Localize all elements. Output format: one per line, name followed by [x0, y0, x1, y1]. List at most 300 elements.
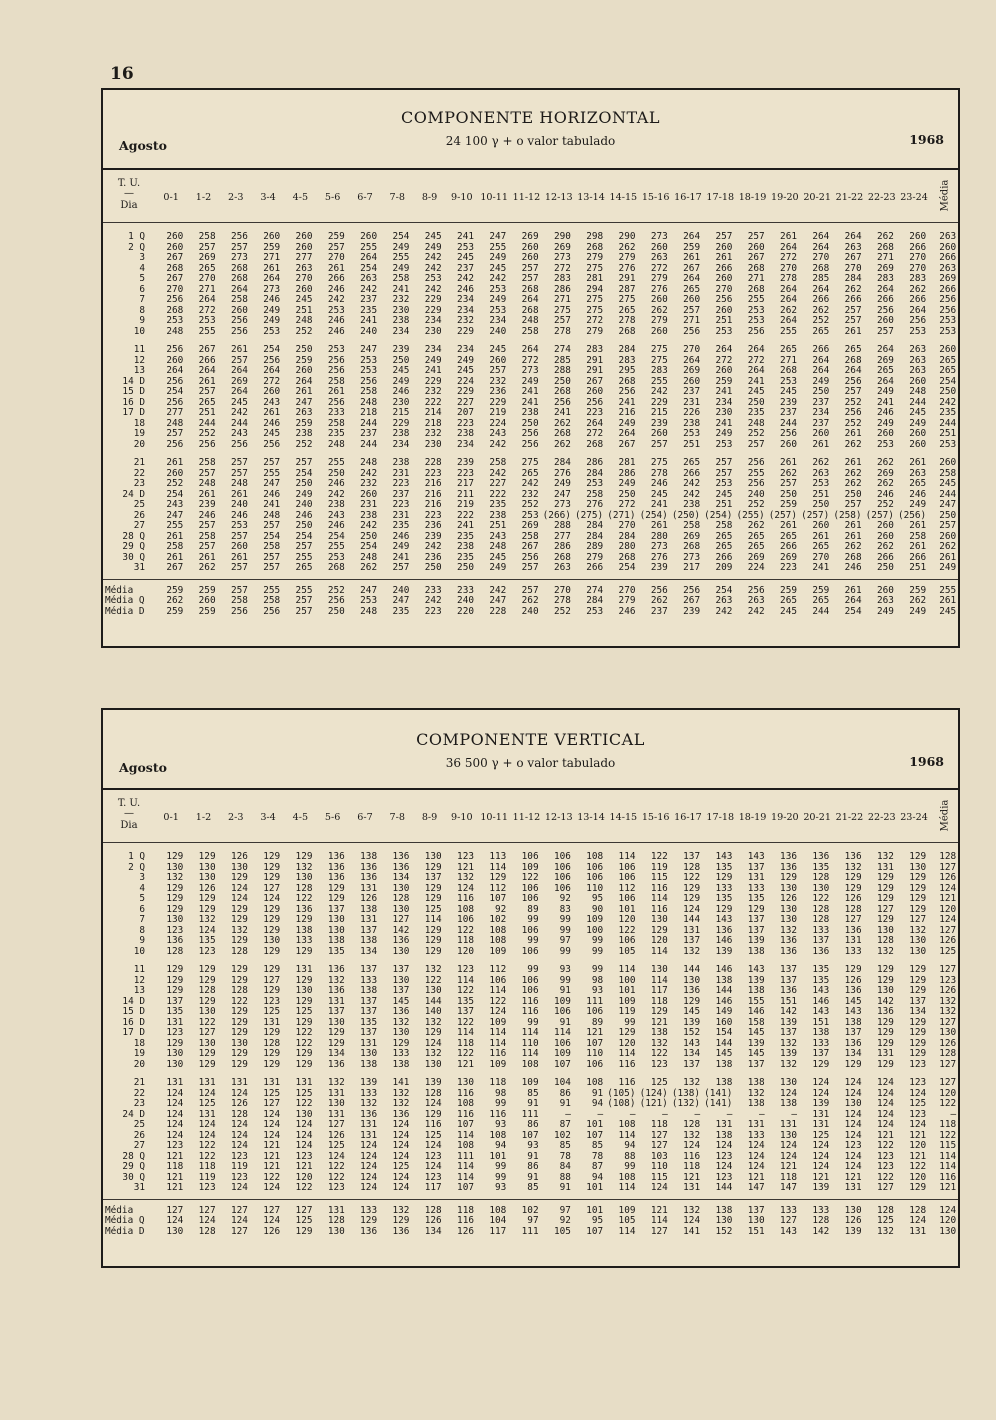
table-cell: 261 [327, 262, 345, 274]
table-cell: 234 [489, 315, 507, 326]
table-cell: 129 [909, 882, 927, 894]
table-cell: 124 [392, 1150, 410, 1162]
table-cell: 88 [559, 1171, 571, 1183]
summary-cell: 139 [844, 1225, 862, 1237]
table-cell: 269 [683, 530, 701, 542]
hour-column-header: 12-13 [544, 192, 573, 203]
table-cell: 127 [909, 914, 927, 925]
table-cell: 265 [780, 344, 797, 355]
table-cell: 130 [780, 914, 797, 925]
table-cell: 249 [909, 417, 927, 429]
table-cell: 109 [521, 861, 539, 873]
table-cell: 136 [683, 985, 701, 996]
table-cell: 99 [559, 914, 571, 925]
summary-cell: 240 [521, 605, 539, 617]
table-cell: 237 [683, 386, 701, 397]
table-cell: 124 [812, 1077, 830, 1088]
table-cell: 129 [876, 872, 894, 883]
table-cell: 265 [909, 478, 927, 489]
table-cell: 124 [876, 1077, 894, 1088]
table-cell: 91 [527, 1150, 539, 1162]
table-cell: 114 [618, 1048, 636, 1059]
summary-label: Média Q [105, 595, 145, 606]
table-cell: 244 [909, 396, 927, 408]
table-cell: 259 [295, 417, 313, 429]
table-cell: 262 [780, 304, 797, 316]
table-cell: 234 [457, 304, 474, 316]
table-cell: 260 [939, 241, 957, 253]
table-cell: 257 [230, 562, 248, 573]
table-cell: 131 [198, 1108, 216, 1120]
summary-cell: 130 [715, 1215, 733, 1226]
table-cell: 288 [553, 520, 571, 531]
table-cell: 118 [780, 1171, 797, 1183]
table-cell: 91 [559, 1098, 571, 1109]
table-title: COMPONENTE VERTICAL [416, 730, 645, 749]
table-cell: 260 [909, 428, 927, 439]
summary-cell: 128 [909, 1204, 927, 1216]
table-cell: 129 [650, 1006, 668, 1017]
table-cell: 216 [424, 488, 442, 500]
table-cell: 259 [327, 231, 345, 242]
table-cell: 139 [747, 935, 765, 946]
table-cell: 268 [844, 354, 862, 366]
table-cell: 218 [424, 417, 442, 429]
table-cell: 241 [457, 520, 474, 531]
table-cell: 262 [876, 478, 894, 489]
table-cell: 259 [715, 375, 733, 387]
table-cell: 235 [939, 407, 957, 418]
hour-column-header: 18-19 [738, 192, 767, 203]
table-cell: 268 [683, 541, 701, 552]
table-cell: 130 [650, 914, 668, 925]
table-cell: 124 [230, 1119, 248, 1130]
table-cell: 131 [683, 924, 701, 936]
table-cell: 242 [360, 467, 378, 479]
table-cell: 129 [295, 1048, 313, 1059]
media-column-header: Média [939, 799, 951, 832]
summary-cell: 114 [618, 1225, 636, 1237]
summary-cell: 260 [198, 595, 216, 606]
table-cell: 132 [392, 1016, 410, 1028]
table-cell: 135 [715, 861, 733, 873]
table-cell: 242 [489, 438, 507, 450]
table-cell: 131 [327, 1087, 345, 1099]
hour-column-header: 17-18 [706, 812, 735, 823]
table-cell: 108 [489, 935, 507, 946]
table-cell: 85 [527, 1182, 539, 1193]
table-cell: 106 [553, 1006, 571, 1017]
table-cell: 247 [295, 396, 313, 408]
table-cell: 241 [876, 396, 894, 408]
table-cell: 132 [424, 964, 442, 975]
table-cell: 245 [489, 262, 507, 274]
table-cell: 268 [747, 283, 765, 295]
summary-cell: 121 [650, 1204, 668, 1216]
summary-cell: 262 [166, 595, 184, 606]
table-cell: 283 [909, 273, 927, 284]
table-cell: 138 [747, 985, 765, 996]
table-cell: 234 [812, 407, 830, 418]
table-cell: 124 [683, 1140, 701, 1151]
day-label: 17 D [122, 407, 145, 418]
hour-column-header: 12-13 [544, 812, 573, 823]
summary-cell: 259 [166, 605, 184, 617]
summary-cell: 101 [586, 1204, 604, 1216]
day-label: 21 [133, 1077, 145, 1088]
table-cell: 129 [166, 851, 184, 862]
table-cell: 122 [457, 1016, 474, 1028]
table-cell: 241 [424, 365, 442, 376]
table-cell: 245 [457, 252, 474, 263]
table-cell: 129 [909, 964, 927, 975]
table-cell: 129 [198, 974, 216, 986]
table-cell: 131 [715, 1119, 733, 1130]
table-cell: 132 [876, 851, 894, 862]
table-cell: 275 [618, 294, 636, 305]
table-cell: 124 [392, 1140, 410, 1151]
table-cell: 129 [844, 1058, 862, 1070]
table-cell: 122 [327, 1171, 345, 1183]
table-cell: 257 [553, 315, 571, 326]
summary-cell: 262 [521, 595, 539, 606]
table-cell: 139 [747, 974, 765, 986]
table-cell: 284 [553, 457, 571, 468]
table-cell: 253 [457, 241, 474, 253]
table-cell: 258 [327, 375, 345, 387]
table-cell: 253 [327, 344, 345, 355]
table-cell: 137 [683, 935, 701, 946]
day-label: 22 [133, 467, 145, 479]
table-cell: 130 [263, 935, 281, 946]
table-cell: 256 [909, 315, 927, 326]
table-cell: 268 [553, 551, 571, 563]
table-cell: 112 [489, 882, 507, 894]
table-cell: 227 [457, 396, 474, 408]
table-cell: 258 [198, 457, 216, 468]
summary-cell: 114 [650, 1215, 668, 1226]
table-cell: 112 [618, 882, 636, 894]
table-cell: 136 [392, 935, 410, 946]
table-cell: 114 [489, 1027, 507, 1038]
hour-column-header: 0-1 [163, 192, 179, 203]
table-month: Agosto [119, 760, 167, 775]
table-cell: 132 [780, 1037, 797, 1049]
summary-cell: 265 [812, 595, 830, 606]
table-cell: 132 [295, 861, 313, 873]
table-cell: 273 [230, 252, 248, 263]
table-cell: 129 [909, 1016, 927, 1028]
table-cell: 262 [780, 467, 797, 479]
table-cell: 158 [747, 1016, 765, 1028]
table-cell: 263 [909, 354, 927, 366]
table-cell: 124 [715, 1140, 733, 1151]
summary-cell: 261 [844, 584, 862, 596]
table-cell: 132 [392, 1087, 410, 1099]
table-cell: 278 [553, 325, 571, 337]
table-cell: 262 [844, 283, 862, 295]
table-cell: 241 [392, 551, 410, 563]
table-cell: 106 [521, 893, 539, 904]
table-cell: 260 [876, 520, 894, 531]
table-cell: 286 [586, 457, 604, 468]
table-cell: 129 [198, 964, 216, 975]
table-cell: 265 [747, 530, 765, 542]
table-cell: 256 [230, 325, 248, 337]
table-cell: 107 [489, 893, 507, 904]
table-cell: 126 [230, 1098, 248, 1109]
table-cell: 114 [650, 945, 668, 957]
table-cell: 272 [198, 304, 216, 316]
hour-column-header: 10-11 [480, 812, 508, 823]
table-cell: 277 [553, 530, 571, 542]
day-label: 17 D [122, 1027, 145, 1038]
table-cell: 285 [553, 354, 571, 366]
table-cell: 223 [424, 467, 442, 479]
table-cell: 267 [844, 252, 862, 263]
table-cell: 256 [166, 375, 184, 387]
table-cell: 110 [586, 1048, 604, 1059]
table-cell: 264 [812, 365, 830, 376]
summary-cell: 263 [876, 595, 894, 606]
day-label: 27 [133, 1140, 145, 1151]
summary-cell: 133 [360, 1204, 378, 1216]
table-cell: 144 [715, 1037, 733, 1049]
table-cell: 264 [618, 428, 636, 439]
table-cell: 247 [489, 231, 507, 242]
hour-column-header: 19-20 [771, 812, 799, 823]
table-cell: 128 [812, 903, 830, 915]
table-cell: 129 [876, 893, 894, 904]
table-cell: 136 [327, 1058, 345, 1070]
table-cell: 101 [586, 1119, 604, 1130]
day-label: 10 [133, 325, 145, 337]
table-cell: 136 [780, 985, 797, 996]
table-cell: 256 [844, 375, 862, 387]
table-cell: 262 [553, 438, 571, 450]
table-cell: 249 [457, 354, 474, 366]
table-cell: 99 [527, 1016, 539, 1028]
table-cell: 260 [747, 241, 765, 253]
table-cell: 264 [521, 294, 539, 305]
table-cell: 273 [553, 499, 571, 510]
hour-column-header: 10-11 [480, 192, 508, 203]
table-cell: 146 [715, 995, 733, 1007]
table-cell: 136 [392, 861, 410, 873]
table-cell: 116 [521, 995, 539, 1007]
table-cell: 91 [527, 1098, 539, 1109]
table-cell: 263 [939, 231, 957, 242]
day-label: 21 [133, 457, 145, 468]
table-cell: 246 [327, 325, 345, 337]
table-cell: 132 [392, 1098, 410, 1109]
table-cell: 137 [360, 1027, 378, 1038]
table-cell: 271 [553, 294, 571, 305]
table-cell: 124 [198, 1129, 216, 1141]
table-cell: 242 [939, 396, 957, 408]
table-cell: 135 [812, 974, 830, 986]
table-cell: 257 [263, 551, 281, 563]
table-cell: 123 [715, 1150, 733, 1162]
table-cell: 257 [295, 457, 313, 468]
table-cell: 246 [392, 386, 410, 397]
table-cell: 127 [939, 861, 957, 873]
table-cell: 257 [295, 541, 313, 552]
table-cell: (257) [768, 509, 797, 521]
table-cell: 87 [559, 1119, 571, 1130]
table-cell: 130 [424, 851, 442, 862]
summary-cell: 107 [586, 1225, 604, 1237]
table-cell: 270 [618, 520, 636, 531]
table-cell: 131 [360, 1037, 378, 1049]
table-cell: 130 [392, 945, 410, 957]
day-label: 20 [133, 1058, 145, 1070]
table-cell: 99 [624, 1161, 636, 1172]
table-cell: 131 [812, 1119, 830, 1130]
table-cell: 261 [650, 520, 668, 531]
table-cell: 262 [553, 417, 571, 429]
table-cell: 266 [198, 354, 216, 366]
hour-column-header: 8-9 [421, 812, 438, 823]
day-label: 26 [133, 509, 145, 521]
summary-cell: 223 [424, 605, 442, 617]
table-cell: 268 [521, 283, 539, 295]
table-cell: (108) [607, 1098, 636, 1109]
table-cell: 258 [586, 488, 604, 500]
table-cell: 131 [263, 1016, 281, 1028]
table-cell: 124 [747, 1150, 765, 1162]
table-cell: 272 [715, 354, 733, 366]
table-cell: 126 [939, 872, 957, 883]
table-cell: 132 [939, 995, 957, 1007]
table-cell: 135 [715, 893, 733, 904]
table-cell: 261 [166, 457, 184, 468]
table-cell: 257 [844, 315, 862, 326]
table-cell: 135 [166, 1006, 184, 1017]
table-cell: 247 [553, 488, 571, 500]
table-cell: 99 [527, 935, 539, 946]
summary-label: Média D [105, 605, 145, 617]
summary-cell: 228 [489, 605, 507, 617]
table-cell: 239 [650, 562, 668, 573]
table-cell: 243 [166, 499, 184, 510]
table-cell: 130 [939, 1027, 957, 1038]
table-cell: 92 [559, 893, 571, 904]
table-cell: 260 [650, 428, 668, 439]
table-cell: 108 [586, 851, 604, 862]
table-cell: 122 [424, 974, 442, 986]
table-cell: 139 [683, 1016, 701, 1028]
table-cell: 257 [715, 457, 733, 468]
day-label: 13 [133, 365, 145, 376]
table-cell: 104 [553, 1077, 571, 1088]
hour-column-header: 5-6 [324, 192, 341, 203]
summary-cell: 263 [747, 595, 765, 606]
table-cell: 114 [650, 893, 668, 904]
table-cell: 116 [618, 1077, 636, 1088]
summary-cell: 220 [457, 605, 474, 617]
summary-cell: 245 [939, 605, 957, 617]
table-cell: 127 [327, 1119, 345, 1130]
table-cell: 129 [844, 964, 862, 975]
table-cell: 112 [489, 964, 507, 975]
table-cell: 266 [812, 344, 830, 355]
media-column-header: Média [939, 179, 951, 212]
table-cell: 264 [198, 365, 216, 376]
table-cell: 120 [939, 903, 957, 915]
table-cell: 261 [780, 457, 797, 468]
table-cell: 266 [939, 252, 957, 263]
table-cell: 117 [424, 1182, 442, 1193]
table-cell: 265 [715, 541, 733, 552]
table-cell: 129 [424, 924, 442, 936]
table-cell: 131 [166, 1077, 184, 1088]
table-cell: 257 [683, 304, 701, 316]
table-cell: 262 [360, 562, 378, 573]
table-cell: 255 [392, 252, 410, 263]
day-label: 8 [139, 924, 145, 936]
table-cell: 249 [553, 478, 571, 489]
table-cell: 124 [424, 1037, 442, 1049]
table-cell: 249 [489, 294, 507, 305]
day-label: 18 [133, 1037, 145, 1049]
table-cell: 137 [392, 985, 410, 996]
table-cell: 133 [812, 1037, 830, 1049]
table-cell: 252 [812, 315, 830, 326]
table-cell: 269 [553, 241, 571, 253]
table-cell: 234 [715, 396, 733, 408]
table-cell: 261 [166, 530, 184, 542]
table-cell: 129 [230, 1058, 248, 1070]
table-cell: 231 [683, 396, 701, 408]
table-cell: 275 [650, 457, 668, 468]
table-cell: 267 [521, 541, 539, 552]
table-cell: 269 [230, 375, 248, 387]
summary-rule [103, 579, 958, 580]
hour-column-header: 9-10 [451, 812, 473, 823]
table-cell: 214 [424, 407, 442, 418]
table-cell: 224 [747, 562, 765, 573]
table-cell: 129 [909, 903, 927, 915]
table-cell: 262 [747, 520, 765, 531]
table-cell: 257 [198, 541, 216, 552]
hour-column-header: 0-1 [163, 812, 179, 823]
horizontal-component-table [101, 88, 960, 648]
table-cell: 258 [909, 530, 927, 542]
table-cell: 123 [198, 1182, 216, 1193]
table-cell: 223 [424, 509, 442, 521]
table-cell: 133 [747, 882, 765, 894]
table-cell: 129 [263, 1027, 281, 1038]
table-cell: 249 [909, 499, 927, 510]
table-cell: 272 [553, 262, 571, 274]
table-cell: 123 [230, 1171, 248, 1183]
table-cell: 265 [683, 283, 701, 295]
table-cell: 128 [295, 882, 313, 894]
table-cell: 270 [812, 551, 830, 563]
table-cell: 128 [230, 945, 248, 957]
table-cell: 136 [392, 1108, 410, 1120]
table-cell: 109 [489, 1016, 507, 1028]
table-cell: 250 [939, 509, 957, 521]
table-cell: 130 [780, 1129, 797, 1141]
table-cell: (138) [671, 1087, 701, 1099]
table-cell: 261 [230, 344, 248, 355]
table-cell: 266 [715, 551, 733, 563]
table-cell: 130 [166, 1058, 184, 1070]
table-cell: 219 [489, 407, 507, 418]
table-cell: 108 [489, 1129, 507, 1141]
